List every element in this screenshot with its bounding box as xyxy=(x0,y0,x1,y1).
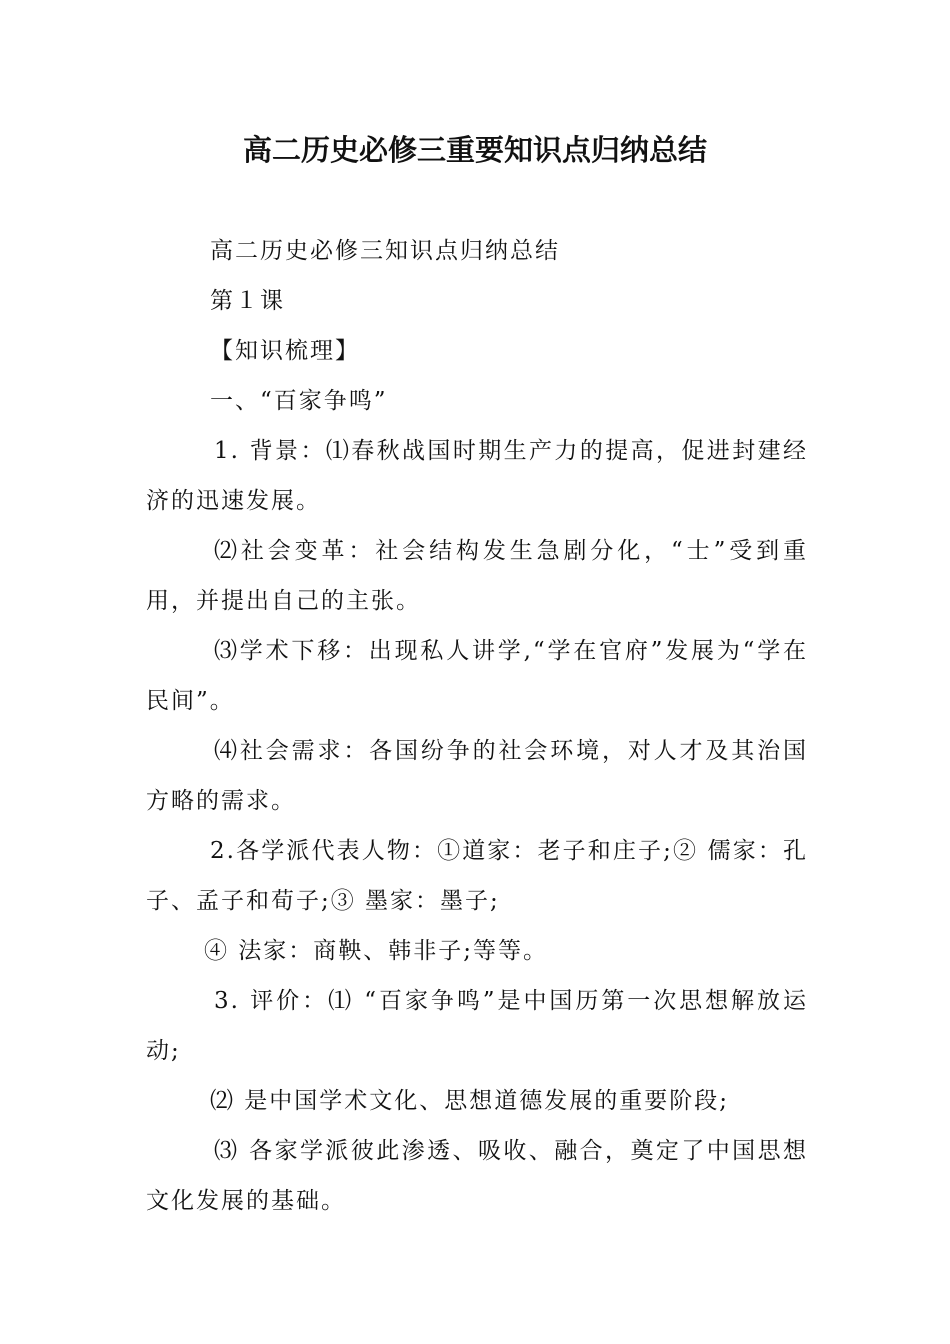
paragraph-background: 1. 背景：⑴春秋战国时期生产力的提高，促进封建经济的迅速发展。 xyxy=(146,438,808,514)
paragraph-representatives: 2.各学派代表人物：①道家：老子和庄子;② 儒家：孔子、孟子和荀子;③ 墨家：墨子; xyxy=(146,838,808,914)
document-body xyxy=(146,226,808,1226)
lesson-heading: 第１课 xyxy=(210,288,285,314)
subtitle-paragraph: 高二历史必修三知识点归纳总结 xyxy=(210,238,560,264)
section-heading-knowledge: 【知识梳理】 xyxy=(210,338,360,364)
paragraph-academic-shift: ⑶学术下移：出现私人讲学,“学在官府”发展为“学在民间”。 xyxy=(146,638,808,714)
paragraph-social-change: ⑵社会变革：社会结构发生急剧分化，“士”受到重用，并提出自己的主张。 xyxy=(146,538,808,614)
paragraph-evaluation-3: ⑶ 各家学派彼此渗透、吸收、融合，奠定了中国思想文化发展的基础。 xyxy=(146,1138,808,1214)
section-heading-hundred-schools: 一、“百家争鸣” xyxy=(210,388,388,414)
document-title: 高二历史必修三重要知识点归纳总结 xyxy=(242,133,707,167)
paragraph-legalists: ④ 法家：商鞅、韩非子;等等。 xyxy=(204,938,549,964)
paragraph-evaluation-2: ⑵ 是中国学术文化、思想道德发展的重要阶段; xyxy=(210,1088,730,1114)
paragraph-evaluation: 3. 评价：⑴ “百家争鸣”是中国历第一次思想解放运动; xyxy=(146,988,808,1064)
paragraph-social-demand: ⑷社会需求：各国纷争的社会环境，对人才及其治国方略的需求。 xyxy=(146,738,808,814)
